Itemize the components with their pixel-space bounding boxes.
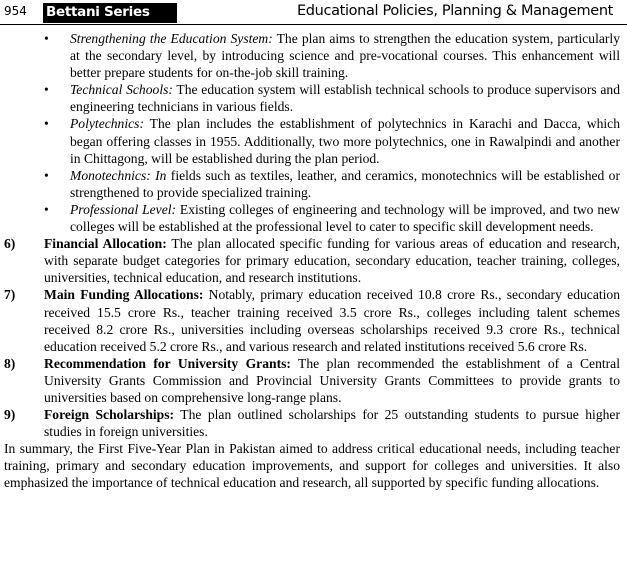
item-title: Main Funding Allocations: [44,287,204,303]
page-number: 954 [4,4,27,18]
bullet-item-professional-level [4,201,620,235]
bullet-text: fields such as textiles, leather, and ceramics, monotechnics will be established or strengthened to provide specialized training. [70,167,620,200]
bullet-title: Technical Schools: [70,82,173,98]
bullet-text: The plan aims to strengthen the education system, particularly at the secondary level, by introducing science and pre-vocational courses. This enhancement will better prepare students for on-the-job skill training. [70,31,620,81]
page-body [4,30,620,492]
item-text: Notably, primary education received 10.8 crore Rs., secondary education received 15.5 crore Rs., teacher training received 3.5 crore Rs., colleges including talent schemes received 8.2 crore Rs., universities including overseas scholarships received 9.3 crore Rs., technical education received 5.2 crore Rs., and various research and related institutions received 5.6 crore Rs. [44,287,621,354]
bullet-title: Strengthening the Education System: [70,31,273,46]
bullet-icon: • [44,82,49,98]
numbered-item-financial-allocation [4,235,620,286]
bullet-item-strengthening [4,30,620,81]
header-rule [0,24,627,25]
bullet-title: Professional Level: [70,201,177,217]
item-number: 7) [4,287,16,303]
series-banner [43,3,176,23]
bullet-text: The plan includes the establishment of polytechnics in Karachi and Dacca, which began offering classes in 1955. Additionally, two more polytechnics, one in Rawalpindi and another in Chittagong, will be established during the plan period. [70,116,620,166]
bullet-icon: • [44,31,49,46]
series-label: Bettani Series [46,4,150,20]
item-number: 6) [4,236,16,252]
page-header [0,0,627,25]
bullet-text: Existing colleges of engineering and technology will be improved, and two new colleges will be established at the professional level to cater to specific skill development needs. [70,201,620,235]
bullet-item-polytechnics [4,115,620,166]
item-text: The plan allocated specific funding for various areas of education and research, with separate budget categories for primary education, secondary education, teacher training, colleges, universities, technical education, and research institutions. [44,236,620,286]
bullet-title: Polytechnics: [70,116,144,132]
item-title: Financial Allocation: [44,236,167,252]
summary-paragraph: In summary, the First Five-Year Plan in Pakistan aimed to address critical educational needs, including teacher training, primary and secondary education improvements, and support for colleges and universities. It also emphasized the importance of technical education and research, all supported by specific funding allocations. [4,441,620,491]
item-number: 9) [4,407,16,423]
bullet-item-monotechnics [4,167,620,201]
numbered-item-main-funding [4,286,620,354]
item-title: Recommendation for University Grants: [44,355,291,371]
numbered-item-foreign-scholarships [4,406,620,440]
item-title: Foreign Scholarships: [44,407,175,423]
numbered-item-university-grants [4,355,620,406]
item-text: The plan recommended the establishment of a Central University Grants Commission and Provincial University Grants Committees to provide grants to universities based on comprehensive long-range plans. [44,355,620,405]
bullet-text: The education system will establish technical schools to produce supervisors and engineering technicians in various fields. [70,82,620,115]
bullet-list [4,30,620,235]
bullet-icon: • [44,116,49,132]
item-text: The plan outlined scholarships for 25 outstanding students to pursue higher studies in foreign universities. [44,407,620,440]
item-number: 8) [4,355,16,371]
bullet-title: Monotechnics: In [70,167,167,183]
bullet-item-technical-schools [4,81,620,115]
book-title: Educational Policies, Planning & Management [296,3,613,19]
bullet-icon: • [44,167,49,183]
bullet-icon: • [44,201,49,217]
series-divider [176,3,177,23]
